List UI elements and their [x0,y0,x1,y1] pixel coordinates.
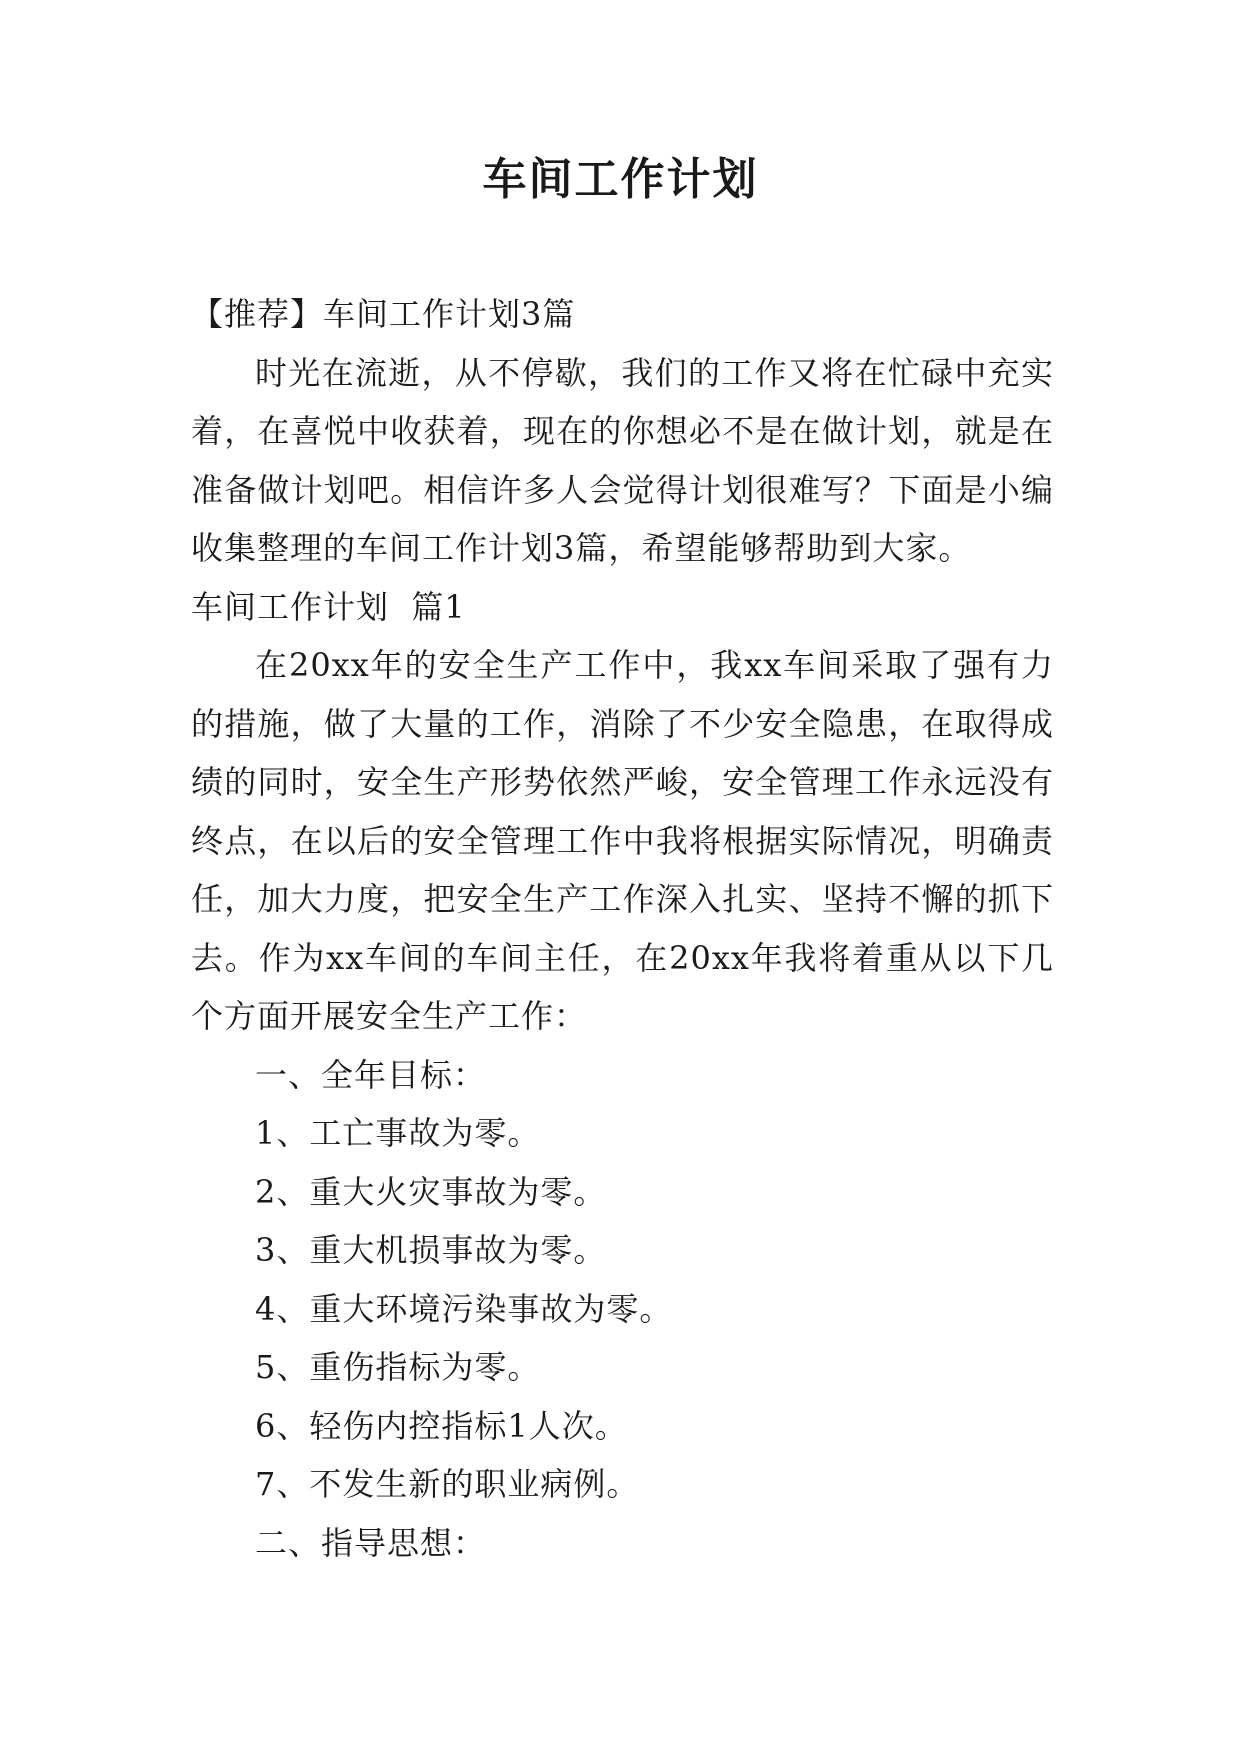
section-heading: 车间工作计划 篇1 [191,587,466,626]
goal-item: 4、重大环境污染事故为零。 [255,1289,673,1328]
goal-item: 2、重大火灾事故为零。 [255,1172,607,1211]
recommend-heading: 【推荐】车间工作计划3篇 [191,295,576,333]
goal-item: 7、不发生新的职业病例。 [255,1465,640,1503]
goal-item: 3、重大机损事故为零。 [255,1231,607,1269]
guiding-heading: 二、指导思想： [255,1523,487,1562]
section-paragraph: 在20xx年的安全生产工作中，我xx车间采取了强有力的措施，做了大量的工作，消除了不少安全隐患，在取得成绩的同时，安全生产形势依然严峻，安全管理工作永远没有终点，在以后的安全管理工作中我将根据实际情况，明确责任，加大力度，把安全生产工作深入扎实、坚持不懈的抓下去。作为xx车间的车间主任，在20xx年我将着重从以下几个方面开展安全生产工作： [191,646,1054,1035]
document-title: 车间工作计划 [482,154,759,205]
goals-heading: 一、全年目标： [255,1055,487,1094]
goal-item: 5、重伤指标为零。 [255,1348,541,1386]
document-body [191,285,1054,1572]
goal-item: 6、轻伤内控指标1人次。 [255,1406,628,1445]
intro-paragraph: 时光在流逝，从不停歇，我们的工作又将在忙碌中充实着，在喜悦中收获着，现在的你想必不是在做计划，就是在准备做计划吧。相信许多人会觉得计划很难写？下面是小编收集整理的车间工作计划3篇，希望能够帮助到大家。 [191,353,1054,567]
goal-item: 1、工亡事故为零。 [255,1114,541,1152]
